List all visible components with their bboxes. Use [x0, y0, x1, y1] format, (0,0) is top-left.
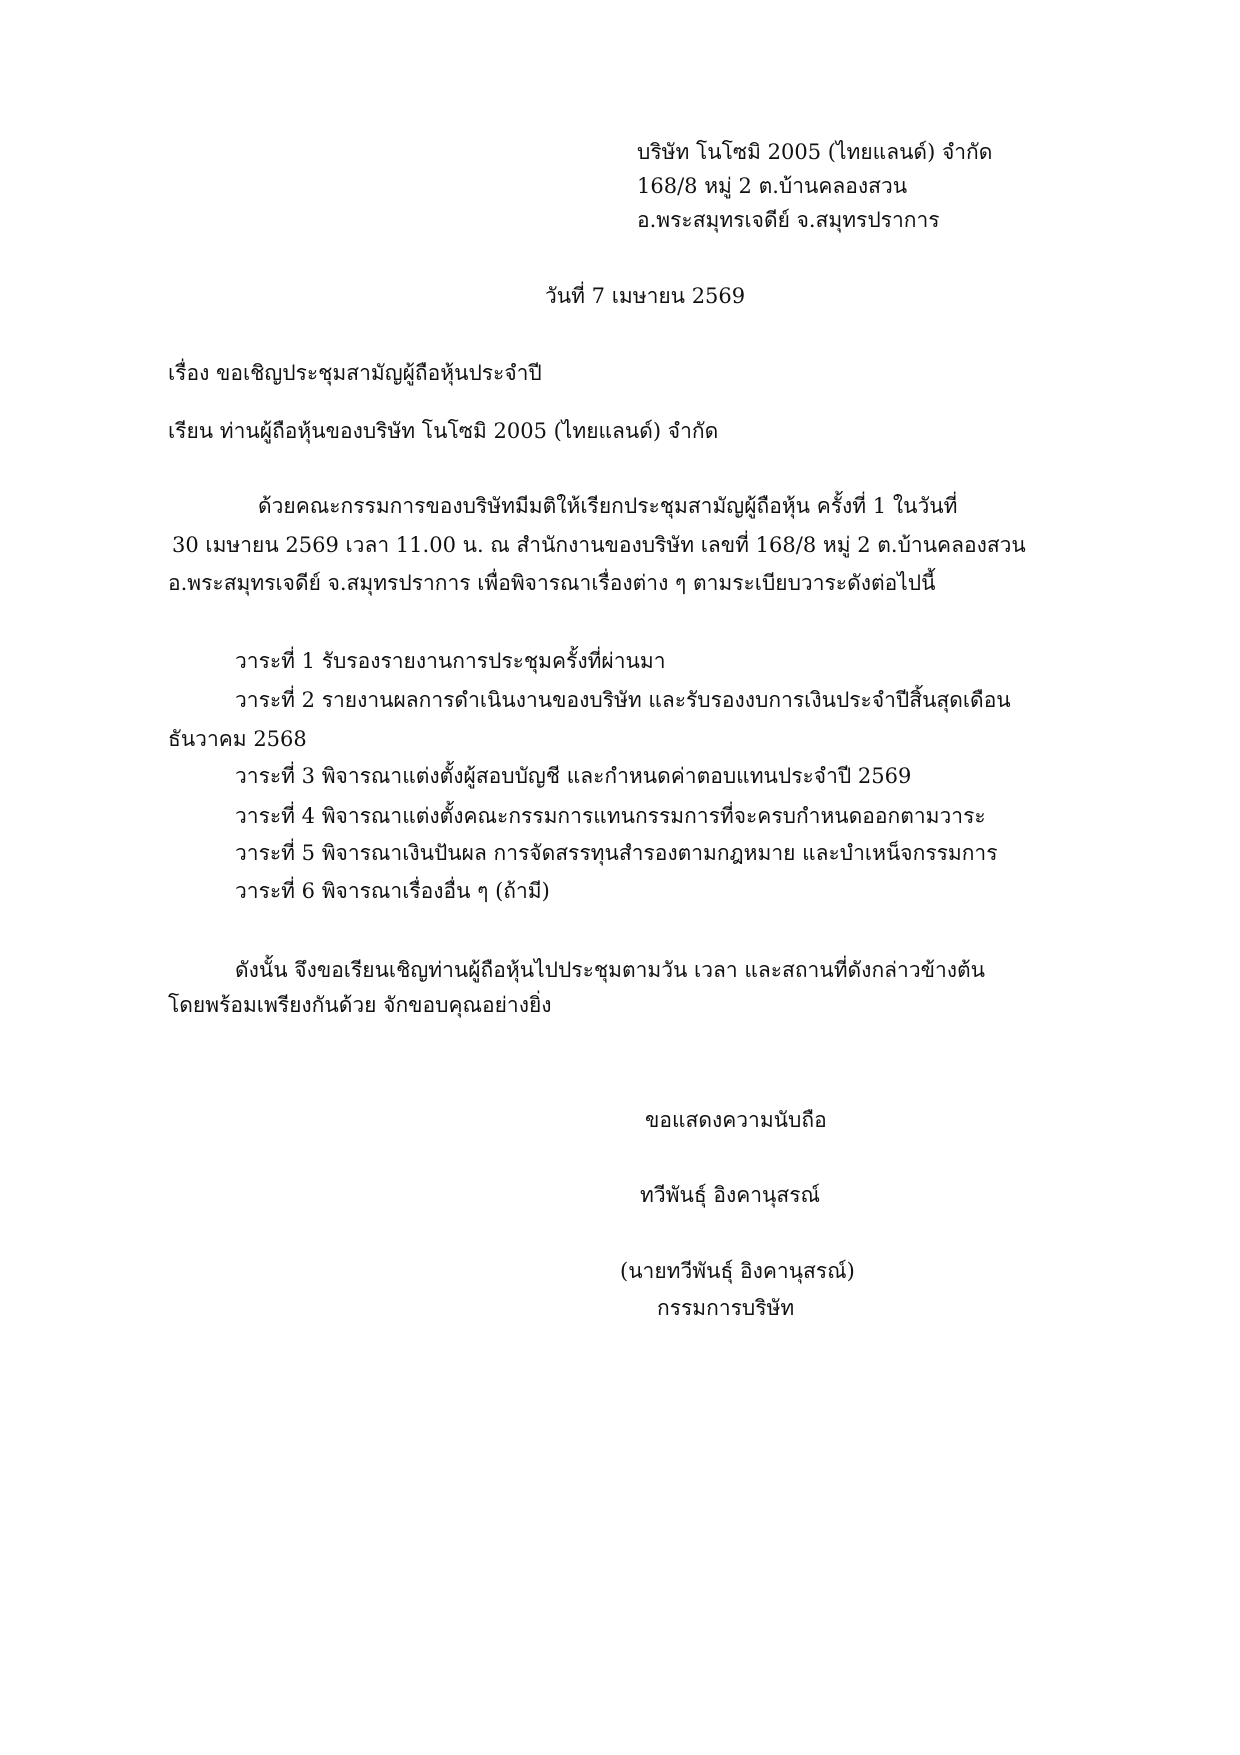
- signature-full-name: (นายทวีพันธุ์ อิงคานุสรณ์): [620, 1259, 855, 1283]
- signature-signed-name: ทวีพันธุ์ อิงคานุสรณ์: [640, 1183, 820, 1207]
- body-line-3: อ.พระสมุทรเจดีย์ จ.สมุทรปราการ เพื่อพิจารณาเรื่องต่าง ๆ ตามระเบียบวาระดังต่อไปนี้: [168, 571, 936, 595]
- letter-date: วันที่ 7 เมษายน 2569: [545, 284, 746, 308]
- body-line-2: 30 เมษายน 2569 เวลา 11.00 น. ณ สำนักงานของบริษัท เลขที่ 168/8 หมู่ 2 ต.บ้านคลองสวน: [172, 533, 1026, 557]
- signature-position: กรรมการบริษัท: [657, 1296, 795, 1320]
- agenda-item-2-continued: ธันวาคม 2568: [168, 727, 307, 751]
- sender-address-line2: อ.พระสมุทรเจดีย์ จ.สมุทรปราการ: [637, 208, 940, 232]
- closing-line-2: โดยพร้อมเพรียงกันด้วย จักขอบคุณอย่างยิ่ง: [168, 993, 552, 1017]
- agenda-item-4: วาระที่ 4 พิจารณาแต่งตั้งคณะกรรมการแทนกรรมการที่จะครบกำหนดออกตามวาระ: [235, 804, 986, 828]
- signature-regards: ขอแสดงความนับถือ: [645, 1108, 827, 1132]
- closing-line-1: ดังนั้น จึงขอเรียนเชิญท่านผู้ถือหุ้นไปประชุมตามวัน เวลา และสถานที่ดังกล่าวข้างต้น: [235, 958, 986, 982]
- body-line-1: ด้วยคณะกรรมการของบริษัทมีมติให้เรียกประชุมสามัญผู้ถือหุ้น ครั้งที่ 1 ในวันที่: [258, 494, 958, 518]
- sender-address-line1: 168/8 หมู่ 2 ต.บ้านคลองสวน: [637, 174, 908, 198]
- agenda-item-6: วาระที่ 6 พิจารณาเรื่องอื่น ๆ (ถ้ามี): [235, 879, 550, 903]
- agenda-item-2: วาระที่ 2 รายงานผลการดำเนินงานของบริษัท และรับรองงบการเงินประจำปีสิ้นสุดเดือน: [235, 688, 1011, 712]
- agenda-item-1: วาระที่ 1 รับรองรายงานการประชุมครั้งที่ผ่านมา: [235, 649, 666, 673]
- agenda-item-3: วาระที่ 3 พิจารณาแต่งตั้งผู้สอบบัญชี และกำหนดค่าตอบแทนประจำปี 2569: [235, 764, 912, 788]
- agenda-item-5: วาระที่ 5 พิจารณาเงินปันผล การจัดสรรทุนสำรองตามกฎหมาย และบำเหน็จกรรมการ: [235, 841, 998, 865]
- subject-line: เรื่อง ขอเชิญประชุมสามัญผู้ถือหุ้นประจำปี: [168, 361, 542, 385]
- salutation-line: เรียน ท่านผู้ถือหุ้นของบริษัท โนโซมิ 2005 (ไทยแลนด์) จำกัด: [168, 419, 719, 443]
- sender-company: บริษัท โนโซมิ 2005 (ไทยแลนด์) จำกัด: [637, 140, 993, 164]
